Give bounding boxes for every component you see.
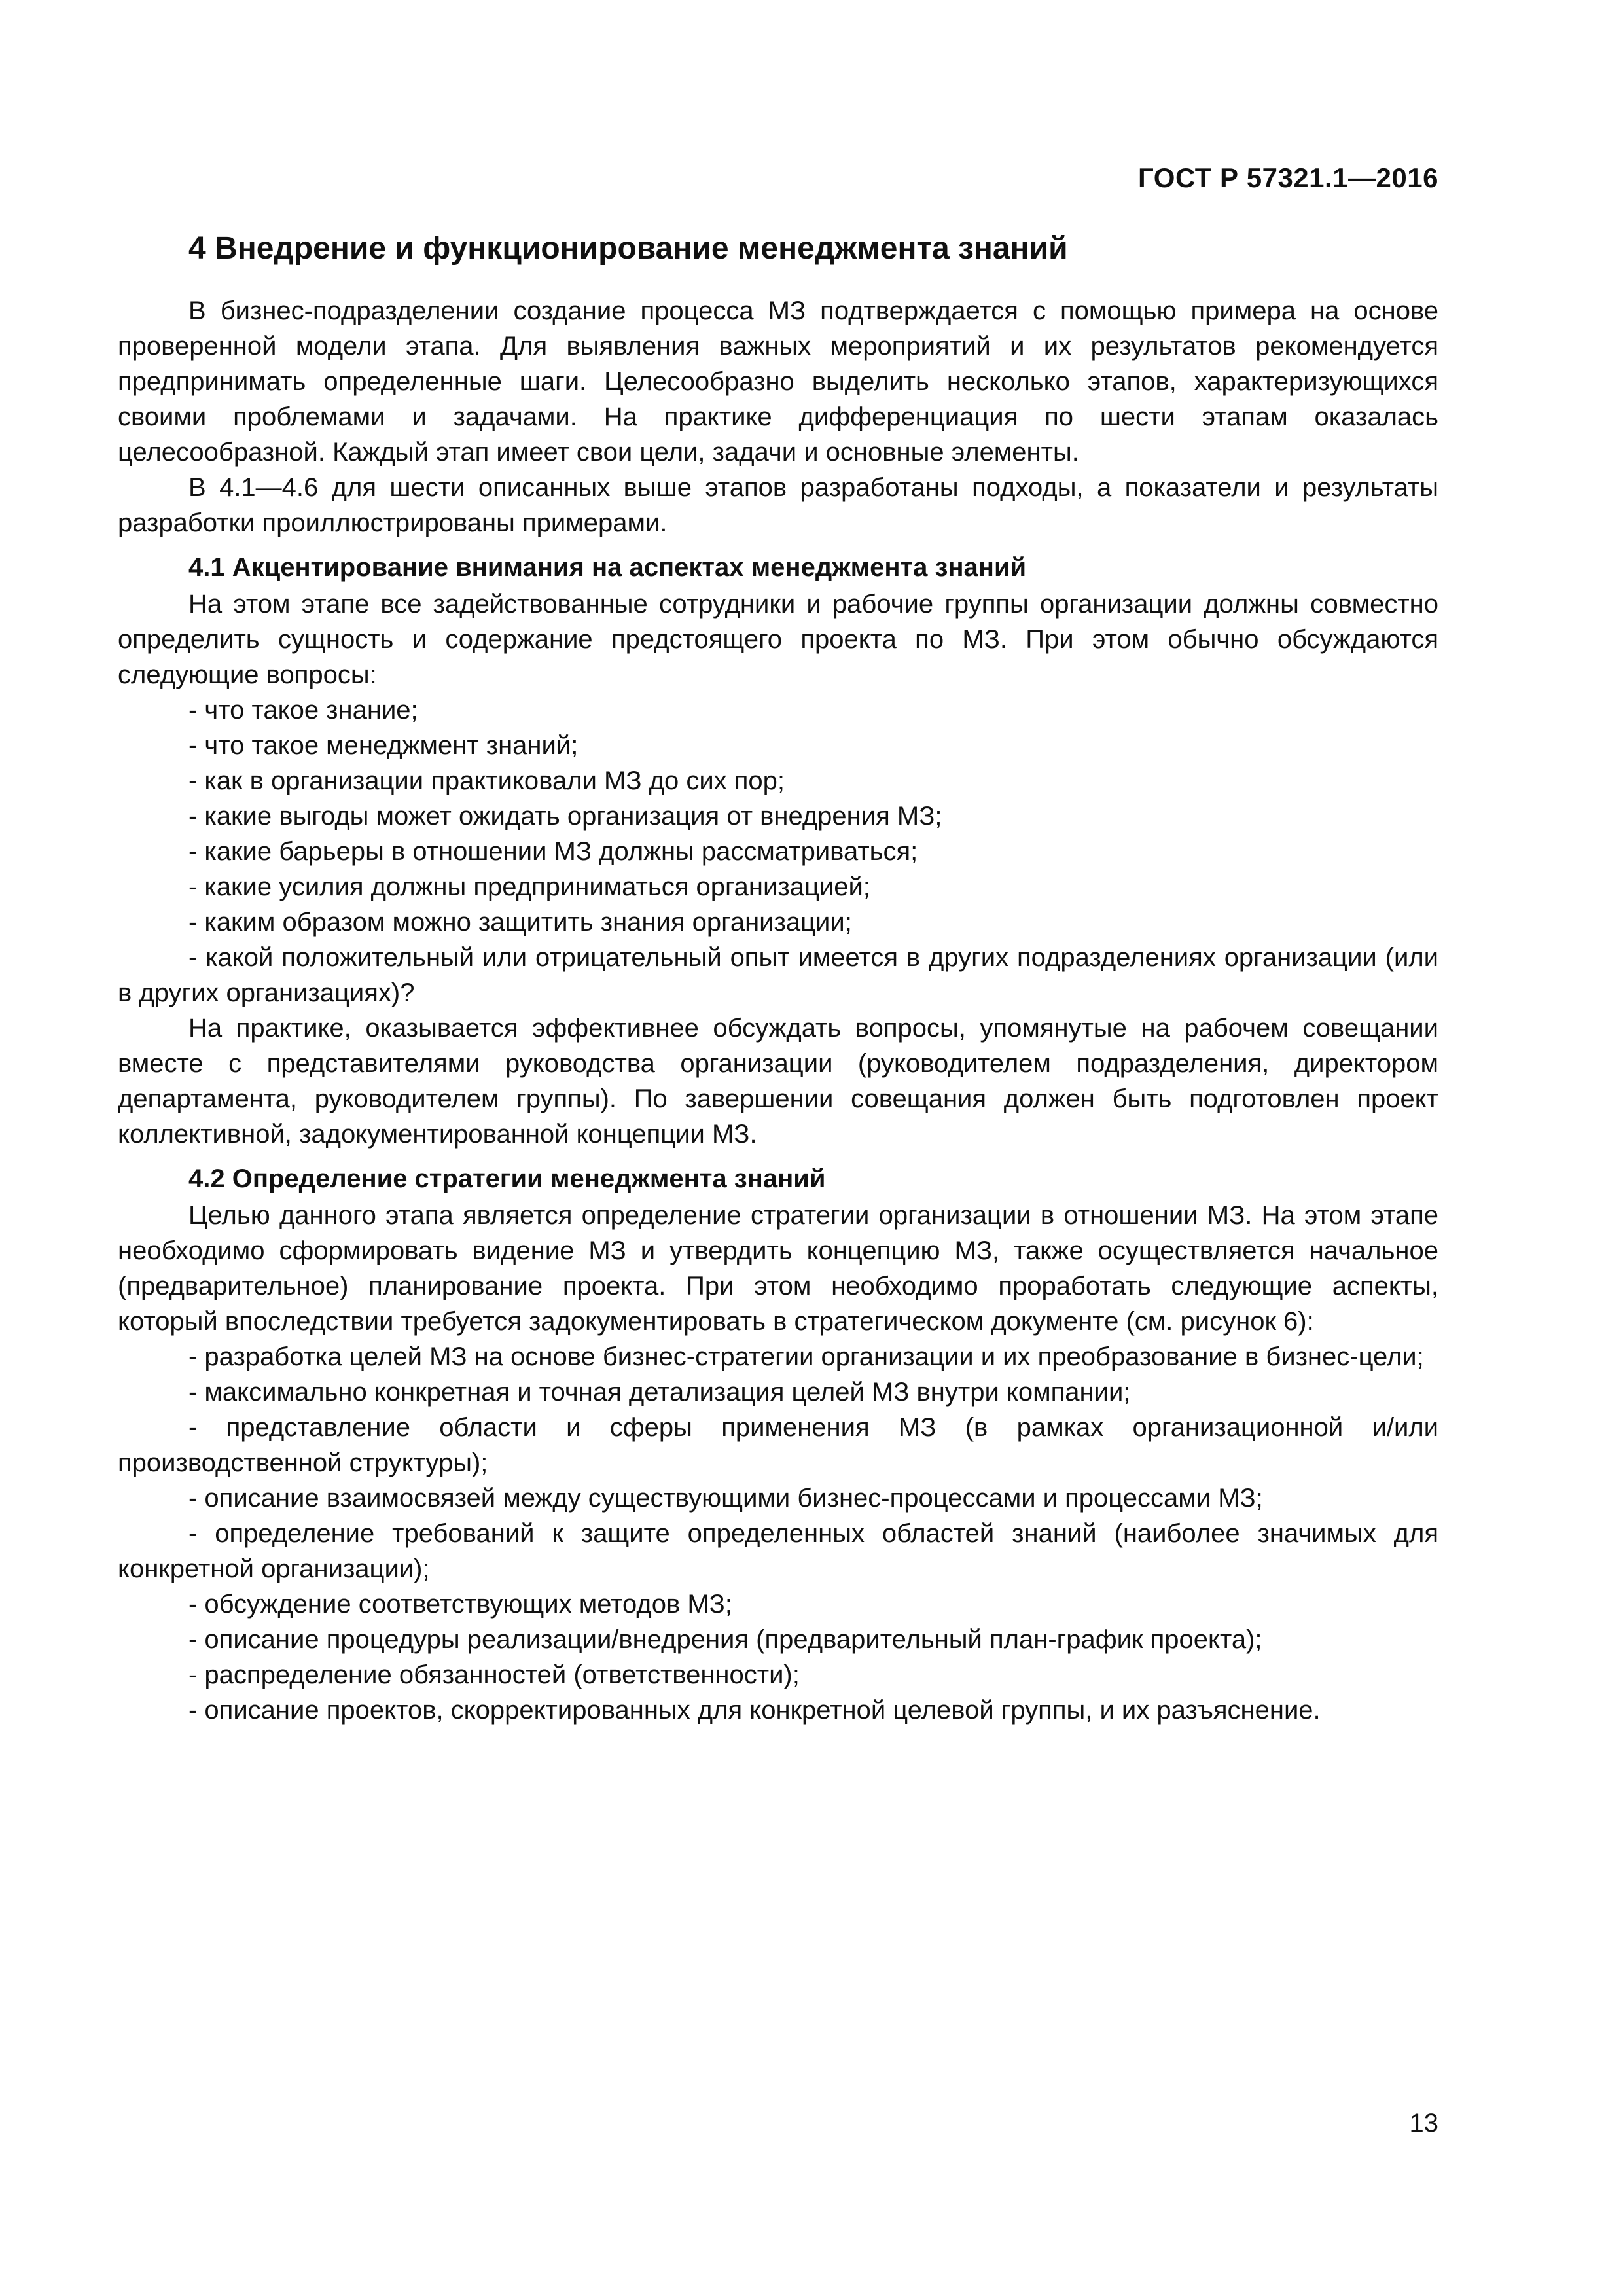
- list-item: - какие выгоды может ожидать организация от внедрения МЗ;: [188, 802, 942, 831]
- list-item: - какие усилия должны предприниматься организацией;: [188, 872, 870, 901]
- bullet-list: [118, 692, 1438, 1011]
- list-item: - обсуждение соответствующих методов МЗ;: [188, 1590, 732, 1619]
- list-item: - какие барьеры в отношении МЗ должны рассматриваться;: [188, 837, 918, 866]
- page-number: 13: [1409, 2109, 1438, 2138]
- subsection-heading-4-1: 4.1 Акцентирование внимания на аспектах менеджмента знаний: [188, 553, 1027, 582]
- list-item: - какой положительный или отрицательный опыт имеется в других подразделениях организации (или в других организациях)?: [118, 943, 1438, 1007]
- list-item: - описание проектов, скорректированных для конкретной целевой группы, и их разъяснение.: [188, 1696, 1321, 1725]
- paragraph: В 4.1—4.6 для шести описанных выше этапов разработаны подходы, а показатели и результаты разработки проиллюстрированы примерами.: [118, 473, 1438, 537]
- paragraph: На практике, оказывается эффективнее обсуждать вопросы, упомянутые на рабочем совещании вместе с представителями руководства организации (руководителем подразделения, директором департамента, руководителем группы). По завершении совещания должен быть подготовлен проект коллективной, задокументированной концепции МЗ.: [118, 1014, 1438, 1149]
- list-item: - определение требований к защите определенных областей знаний (наиболее значимых для конкретной организации);: [118, 1519, 1438, 1583]
- list-item: - распределение обязанностей (ответственности);: [188, 1660, 800, 1689]
- section-heading: 4 Внедрение и функционирование менеджмента знаний: [188, 231, 1068, 266]
- list-item: - разработка целей МЗ на основе бизнес-стратегии организации и их преобразование в бизнес-цели;: [188, 1342, 1424, 1371]
- list-item: - представление области и сферы применения МЗ (в рамках организационной и/или производственной структуры);: [118, 1413, 1438, 1477]
- paragraph: На этом этапе все задействованные сотрудники и рабочие группы организации должны совместно определить сущность и содержание предстоящего проекта по МЗ. При этом обычно обсуждаются следующие вопросы:: [118, 590, 1438, 689]
- subsection-heading-4-2: 4.2 Определение стратегии менеджмента знаний: [188, 1164, 826, 1193]
- list-item: - каким образом можно защитить знания организации;: [188, 908, 852, 937]
- page-content: [118, 229, 1438, 1728]
- paragraph: В бизнес-подразделении создание процесса МЗ подтверждается с помощью примера на основе проверенной модели этапа. Для выявления важных мероприятий и их результатов рекомендуется предпринимать определенные шаги. Целесообразно выделить несколько этапов, характеризующихся своими проблемами и задачами. На практике дифференциация по шести этапам оказалась целесообразной. Каждый этап имеет свои цели, задачи и основные элементы.: [118, 296, 1438, 467]
- list-item: - описание взаимосвязей между существующими бизнес-процессами и процессами МЗ;: [188, 1484, 1263, 1513]
- paragraph: Целью данного этапа является определение стратегии организации в отношении МЗ. На этом этапе необходимо сформировать видение МЗ и утвердить концепцию МЗ, также осуществляется начальное (предварительное) планирование проекта. При этом необходимо проработать следующие аспекты, который впоследствии требуется задокументировать в стратегическом документе (см. рисунок 6):: [118, 1201, 1438, 1336]
- list-item: - описание процедуры реализации/внедрения (предварительный план-график проекта);: [188, 1625, 1262, 1654]
- list-item: - что такое менеджмент знаний;: [188, 731, 579, 760]
- document-code: ГОСТ Р 57321.1—2016: [1138, 162, 1438, 193]
- bullet-list: [118, 1339, 1438, 1728]
- list-item: - как в организации практиковали МЗ до сих пор;: [188, 766, 785, 795]
- list-item: - что такое знание;: [188, 696, 418, 725]
- list-item: - максимально конкретная и точная детализация целей МЗ внутри компании;: [188, 1378, 1131, 1407]
